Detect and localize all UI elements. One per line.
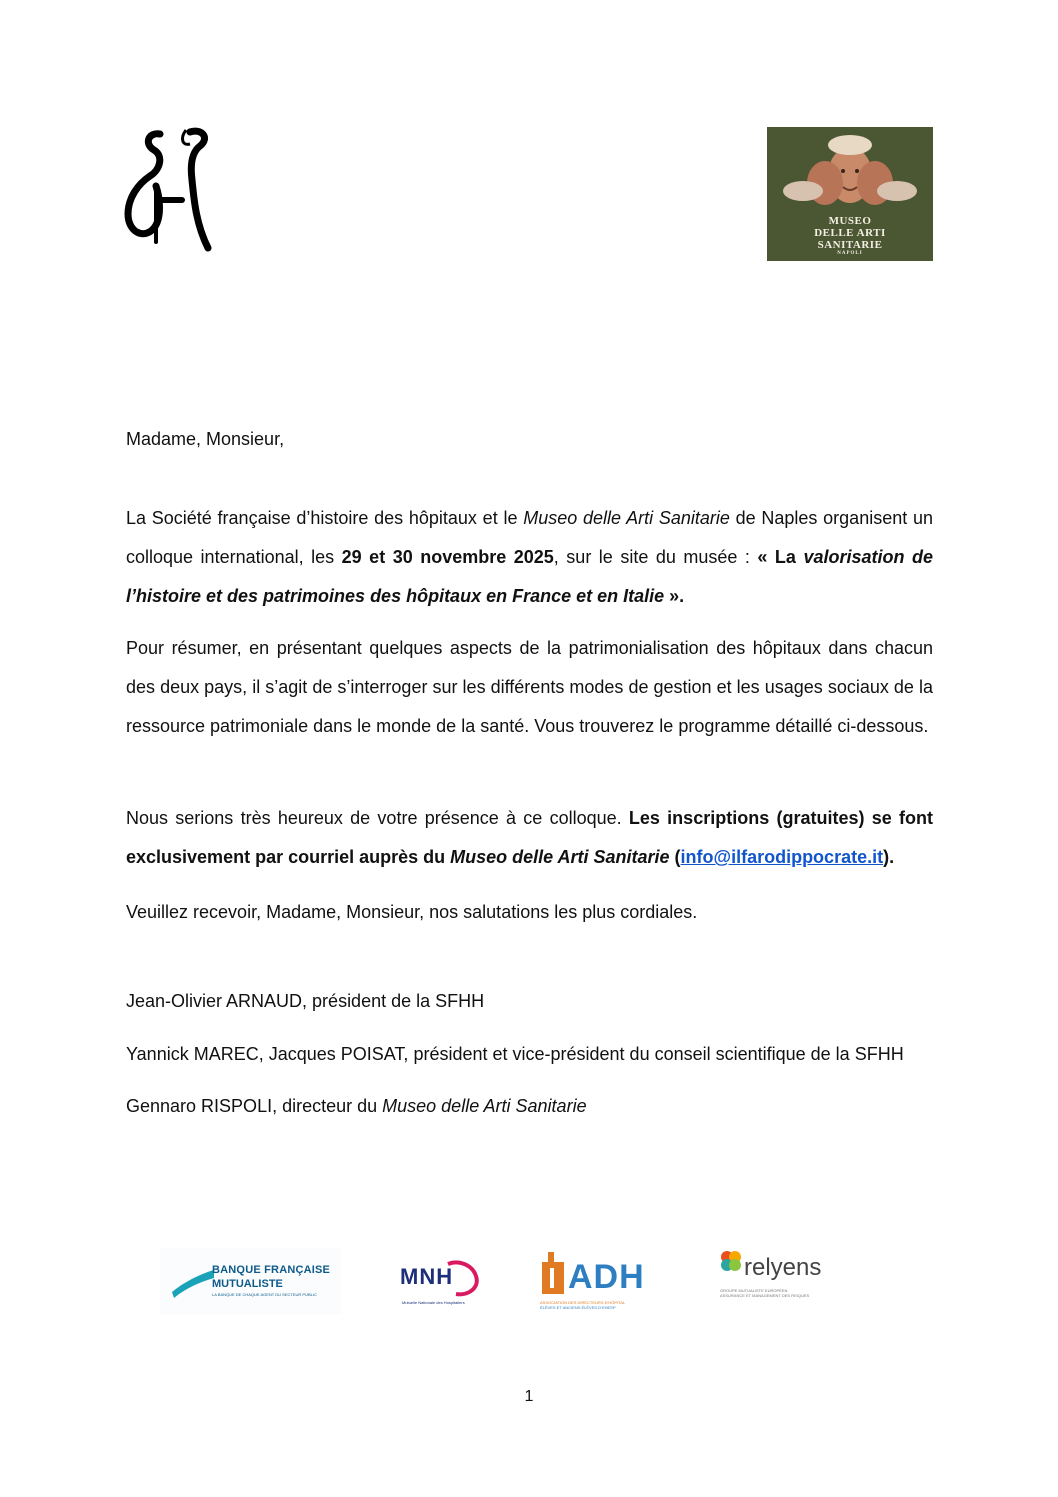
mnh-sub: Mutuelle Nationale des Hospitaliers <box>402 1300 465 1305</box>
museo-logo-line4: NAPOLI <box>837 251 863 256</box>
adh-sub2: ÉLÈVES ET ANCIENS ÉLÈVES D’EHESP <box>540 1305 616 1310</box>
paragraph-summary: Pour résumer, en présentant quelques aspects de la patrimonialisation des hôpitaux dans chacun des deux pays, il s’agit de s’interroger sur les différents modes de gestion et les usages sociaux de la ressource patrimoniale dans le monde de la santé. Vous trouverez le programme détaillé ci-dessous. <box>126 638 933 736</box>
signature-rispoli <box>126 1087 933 1126</box>
museum-name: Museo delle Arti Sanitarie <box>450 847 670 867</box>
adh-mark-icon <box>538 1248 568 1298</box>
intro-text-a: La Société française d’histoire des hôpitaux et le <box>126 508 524 528</box>
paragraph-intro <box>126 499 933 616</box>
relyens-flower-icon <box>718 1248 744 1278</box>
paren-close: ). <box>883 847 895 867</box>
relyens-sub2: ASSURANCE ET MANAGEMENT DES RISQUES <box>720 1293 810 1298</box>
adh-sub1: ASSOCIATION DES DIRECTEURS D’HÔPITAL <box>540 1300 626 1305</box>
bfm-swoosh-icon <box>166 1248 216 1314</box>
museo-logo <box>767 127 933 261</box>
registration-bold: Les inscriptions (gratuites) se font exclusivement par courriel auprès du <box>126 808 933 867</box>
page-number: 1 <box>524 1388 534 1405</box>
closing-salutation: Veuillez recevoir, Madame, Monsieur, nos salutations les plus cordiales. <box>126 902 698 922</box>
museo-logo-line3: SANITARIE <box>817 239 883 251</box>
registration-text-a: Nous serions très heureux de votre présence à ce colloque. <box>126 808 629 828</box>
quote-close: ». <box>664 586 685 606</box>
quote-open: « La <box>757 547 804 567</box>
mnh-name: MNH <box>400 1264 454 1289</box>
bfm-line3: LA BANQUE DE CHAQUE AGENT DU SECTEUR PUBLIC <box>212 1292 317 1297</box>
bfm-logo <box>160 1248 342 1314</box>
museum-name: Museo delle Arti Sanitarie <box>382 1096 587 1116</box>
relyens-name: relyens <box>744 1254 822 1281</box>
colloquium-title: valorisation de l’histoire et des patrimoines des hôpitaux en France et en Italie <box>126 547 933 606</box>
colloquium-dates: 29 et 30 novembre 2025 <box>341 547 554 567</box>
museum-name: Museo delle Arti Sanitarie <box>523 508 730 528</box>
museo-logo-line1: MUSEO <box>828 215 872 227</box>
mnh-logo <box>398 1258 482 1314</box>
intro-text-c: , sur le site du musée : <box>553 547 758 567</box>
salutation: Madame, Monsieur, <box>126 429 285 449</box>
sponsor-logos <box>0 1240 1058 1320</box>
intro-text-b: de Naples organisent un colloque international, les <box>126 508 933 567</box>
paren-open: ( <box>669 847 681 867</box>
adh-logo <box>538 1248 650 1312</box>
signature-marec-poisat: Yannick MAREC, Jacques POISAT, président et vice-président du conseil scientifique de la SFHH <box>126 1044 904 1064</box>
museo-logo-line2: DELLE ARTI <box>814 227 886 239</box>
bfm-line2: MUTUALISTE <box>212 1278 283 1290</box>
email-link[interactable]: info@ilfarodippocrate.it <box>680 847 884 867</box>
relyens-sub1: GROUPE MUTUALISTE EUROPÉEN <box>720 1288 788 1293</box>
bfm-line1: BANQUE FRANÇAISE <box>212 1264 331 1276</box>
relyens-logo <box>718 1246 830 1310</box>
paragraph-registration <box>126 799 933 877</box>
adh-name: ADH <box>568 1258 645 1296</box>
signature-rispoli-text: Gennaro RISPOLI, directeur du <box>126 1096 383 1116</box>
sfhh-logo-icon <box>120 124 220 252</box>
signature-arnaud: Jean-Olivier ARNAUD, président de la SFHH <box>126 991 485 1011</box>
